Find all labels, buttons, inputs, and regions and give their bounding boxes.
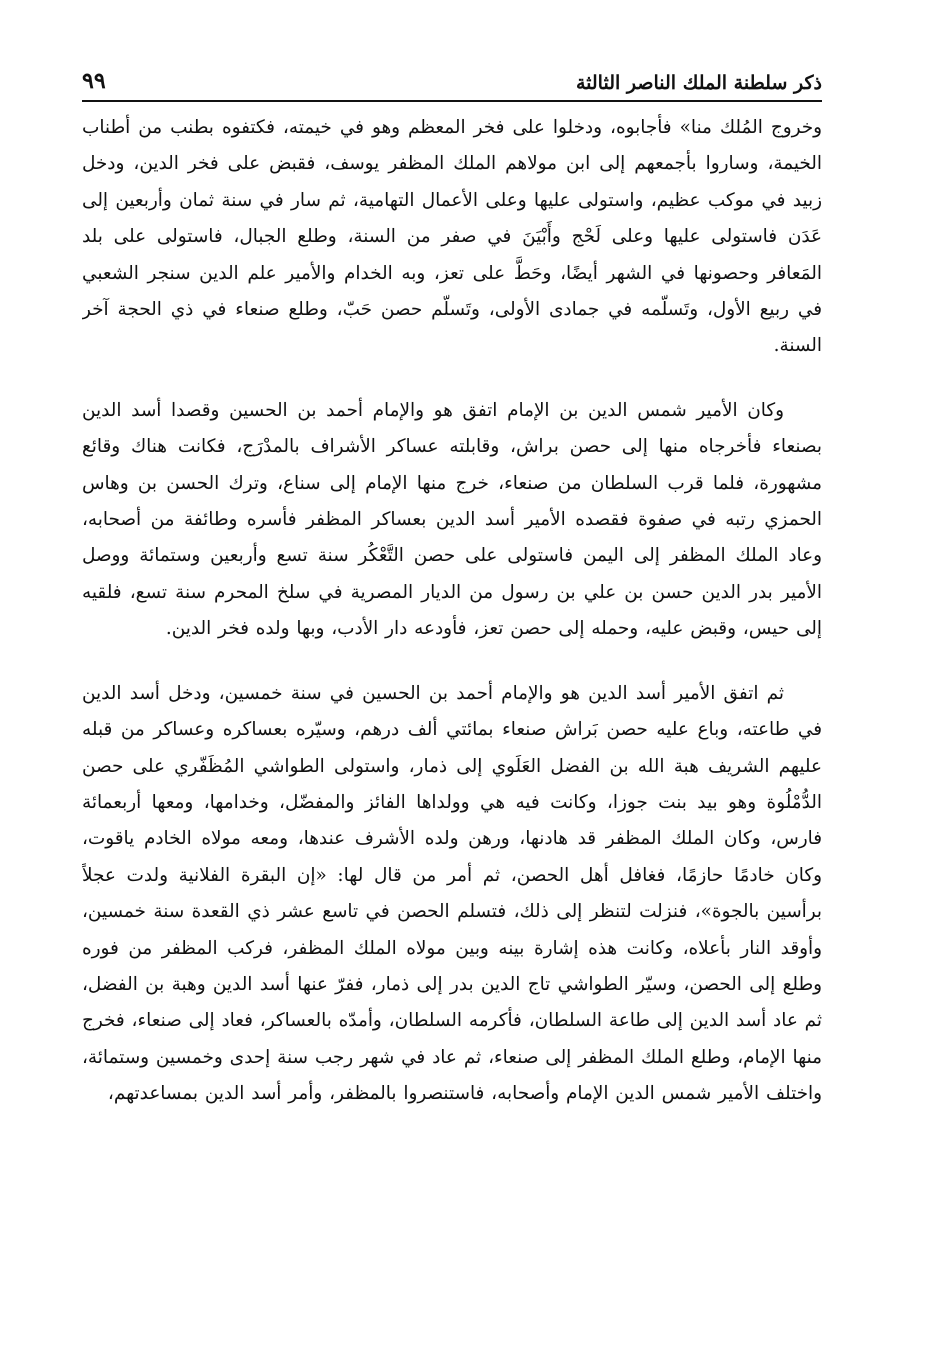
running-head <box>82 62 822 102</box>
running-title: ذكر سلطنة الملك الناصر الثالثة <box>575 72 822 94</box>
page-number: ٩٩ <box>82 68 106 94</box>
paragraph: وكان الأمير شمس الدين بن الإمام اتفق هو والإمام أحمد بن الحسين وقصدا أسد الدين بصنعاء فأخرجاه منها إلى حصن براش، وقابلته عساكر الأشراف بالمدْرَج، فكانت هناك وقائع مشهورة، فلما قرب السلطان من صنعاء، خرج منها الإمام إلى سناع، وترك الحسن بن وهاس الحمزي رتبه في صفوة فقصده الأمير أسد الدين بعساكر المظفر فأسره وطائفة من أصحابه، وعاد الملك المظفر إلى اليمن فاستولى على حصن التَّعْكُر سنة تسع وأربعين وستمائة ووصل الأمير بدر الدين حسن بن علي بن رسول من الديار المصرية في سلخ المحرم سنة تسع، فلقيه إلى حيس، وقبض عليه، وحمله إلى حصن تعز، فأودعه دار الأدب، وبها ولده فخر الدين. <box>82 399 822 640</box>
paragraph: ثم اتفق الأمير أسد الدين هو والإمام أحمد بن الحسين في سنة خمسين، ودخل أسد الدين في طاعته، وباع عليه حصن بَراش صنعاء بمائتي ألف درهم، وسيّره بعساكره وعساكر من قبله عليهم الشريف هبة الله بن الفضل العَلَوي إلى ذمار، واستولى الطواشي المُظَفّري على حصن الدُّمْلُوة وهو بيد بنت جوزا، وكانت فيه هي وولداها الفائز والمفضّل، وخدامها، ومعها أربعمائة فارس، وكان الملك المظفر قد هادنها، ورهن ولده الأشرف عندها، ومعه مولاه الخادم ياقوت، وكان خادمًا حازمًا، فغافل أهل الحصن، ثم أمر من قال لها: «إن البقرة الفلانية ولدت عجلاً برأسين بالجوة»، فنزلت لتنظر إلى ذلك، فتسلم الحصن في تاسع عشر ذي القعدة سنة خمسين، وأوقد النار بأعلاه، وكانت هذه إشارة بينه وبين مولاه الملك المظفر، فركب المظفر من فوره وطلع إلى الحصن، وسيّر الطواشي تاج الدين بدر إلى ذمار، ففرّ عنها أسد الدين وهبة بن الفضل، ثم عاد أسد الدين إلى طاعة السلطان، فأكرمه السلطان، وأمدّه بالعساكر، فعاد إلى صنعاء، فخرج منها الإمام، وطلع الملك المظفر إلى صنعاء، ثم عاد في شهر رجب سنة إحدى وخمسين وستمائة، واختلف الأمير شمس الدين الإمام وأصحابه، فاستنصروا بالمظفر، وأمر أسد الدين بمساعدتهم، <box>82 682 822 1105</box>
body-text <box>82 110 822 1113</box>
paragraph: وخروج المُلك منا» فأجابوه، ودخلوا على فخر المعظم وهو في خيمته، فكتفوه بطنب من أطناب الخيمة، وساروا بأجمعهم إلى ابن مولاهم الملك المظفر يوسف، فقبض على فخر الدين، ودخل زبيد في موكب عظيم، واستولى عليها وعلى الأعمال التهامية، ثم سار في سنة ثمان وأربعين إلى عَدَن فاستولى عليها وعلى لَحْج وأَبْيَنَ في صفر من السنة، وطلع الجبال، فاستولى على بلد المَعافر وحصونها في الشهر أيضًا، وحَطَّ على تعز، وبه الخدام والأمير علم الدين سنجر الشعبي في ربيع الأول، وتَسلّمه في جمادى الأولى، وتَسلّم حصن حَبّ، وطلع صنعاء في ذي الحجة آخر السنة. <box>82 117 822 357</box>
book-page <box>82 62 822 1352</box>
